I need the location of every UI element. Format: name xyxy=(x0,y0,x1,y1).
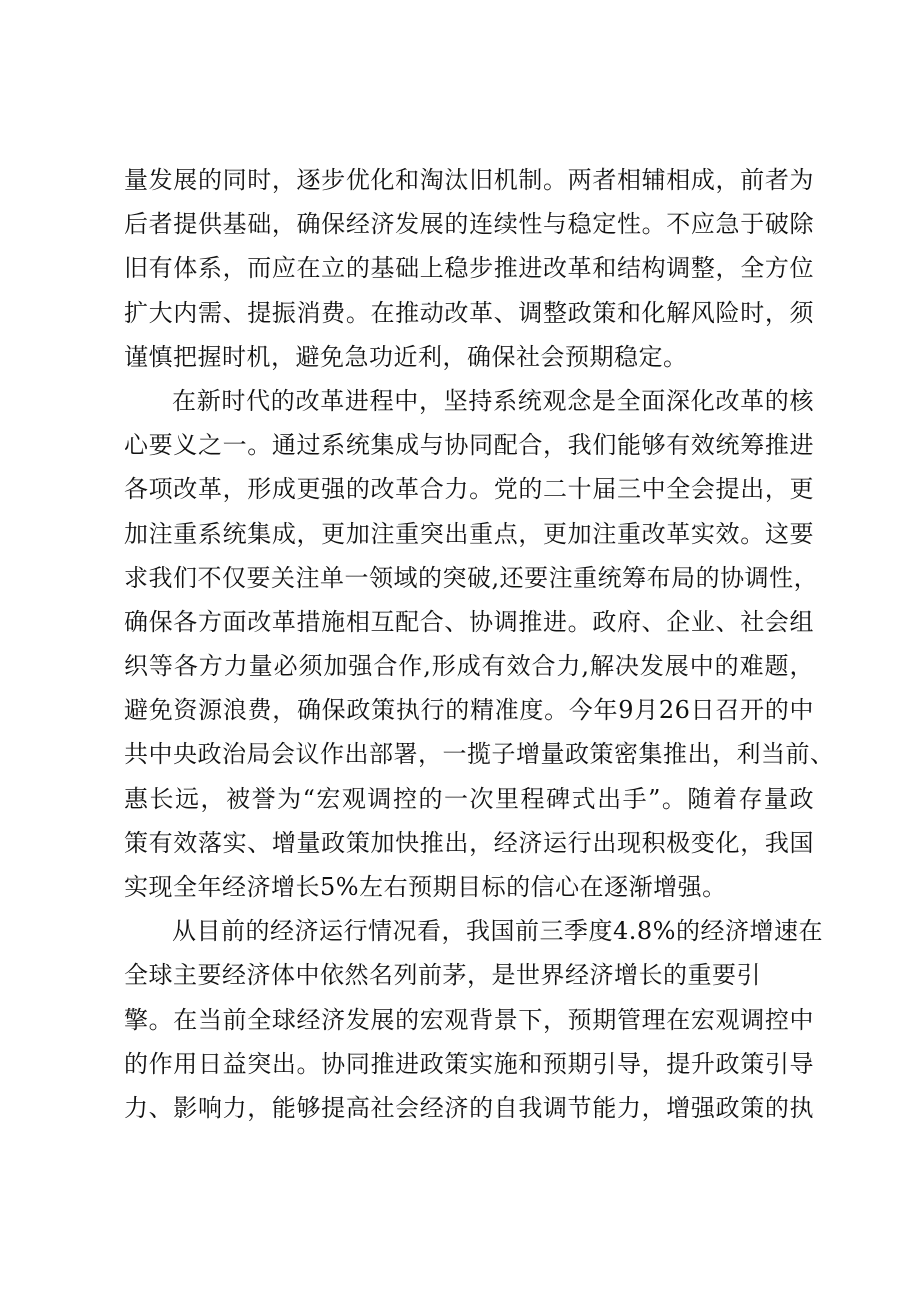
text-line: 量发展的同时，逐步优化和淘汰旧机制。两者相辅相成，前者为 xyxy=(124,166,814,194)
text-line: 织等各方力量必须加强合作,形成有效合力,解决发展中的难题， xyxy=(124,652,814,681)
text-line: 各项改革，形成更强的改革合力。党的二十届三中全会提出，更 xyxy=(124,475,814,504)
document-body xyxy=(124,158,835,1130)
text-line: 共中央政治局会议作出部署，一揽子增量政策密集推出，利当前、 xyxy=(124,740,835,769)
text-line: 谨慎把握时机，避免急功近利，确保社会预期稳定。 xyxy=(124,342,688,371)
paragraph-1 xyxy=(124,158,814,379)
text-line: 加注重系统集成，更加注重突出重点，更加注重改革实效。这要 xyxy=(124,519,814,548)
text-line: 惠长远，被誉为“宏观调控的一次里程碑式出手”。随着存量政 xyxy=(124,784,814,813)
text-line: 求我们不仅要关注单一领域的突破,还要注重统筹布局的协调性， xyxy=(124,563,819,592)
text-line: 在新时代的改革进程中，坚持系统观念是全面深化改革的核 xyxy=(172,386,814,415)
text-line: 扩大内需、提振消费。在推动改革、调整政策和化解风险时，须 xyxy=(124,298,814,327)
text-line: 实现全年经济增长5%左右预期目标的信心在逐渐增强。 xyxy=(124,873,727,901)
text-line: 确保各方面改革措施相互配合、协调推进。政府、企业、社会组 xyxy=(124,607,814,636)
paragraph-3 xyxy=(124,909,823,1130)
text-line: 避免资源浪费，确保政策执行的精准度。今年9月26日召开的中 xyxy=(124,696,814,725)
text-line: 擎。在当前全球经济发展的宏观背景下，预期管理在宏观调控中 xyxy=(124,1005,814,1034)
text-line: 的作用日益突出。协同推进政策实施和预期引导，提升政策引导 xyxy=(124,1049,814,1078)
text-line: 旧有体系，而应在立的基础上稳步推进改革和结构调整，全方位 xyxy=(124,254,814,283)
text-line: 力、影响力，能够提高社会经济的自我调节能力，增强政策的执 xyxy=(124,1093,814,1122)
text-line: 策有效落实、增量政策加快推出，经济运行出现积极变化，我国 xyxy=(124,828,814,857)
text-line: 后者提供基础，确保经济发展的连续性与稳定性。不应急于破除 xyxy=(124,210,814,239)
text-line: 全球主要经济体中依然名列前茅，是世界经济增长的重要引 xyxy=(124,961,761,990)
text-line: 心要义之一。通过系统集成与协同配合，我们能够有效统筹推进 xyxy=(124,431,814,460)
text-line: 从目前的经济运行情况看，我国前三季度4.8%的经济增速在 xyxy=(172,917,823,946)
paragraph-2 xyxy=(124,379,835,909)
